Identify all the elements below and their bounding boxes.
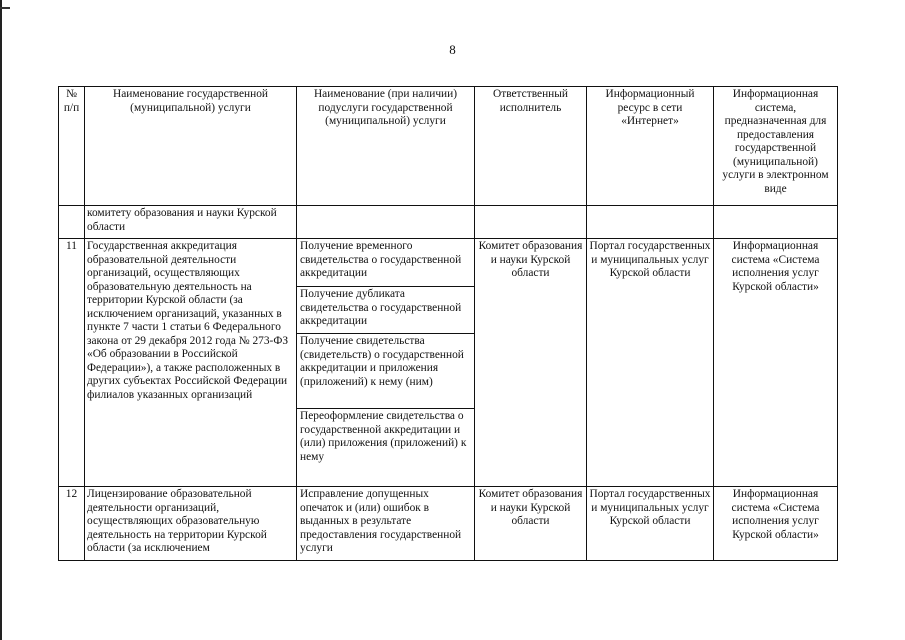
header-num: № п/п (59, 87, 85, 206)
header-internet-resource: Информационный ресурс в сети «Интернет» (587, 87, 714, 206)
table-row (59, 487, 838, 561)
table-header-row (59, 87, 838, 206)
cell-system: Информационная система «Система исполнения услуг Курской области» (714, 239, 838, 487)
cell-service: Лицензирование образовательной деятельности организаций, осуществляющих образовательную деятельность на территории Курской области (за исключением (85, 487, 297, 561)
subservice-item: Переоформление свидетельства о государственной аккредитации и (или) приложения (приложений) к нему (300, 410, 467, 463)
header-service-name: Наименование государственной (муниципальной) услуги (85, 87, 297, 206)
subservice-item: Получение свидетельства (свидетельств) о государственной аккредитации и приложения (приложений) к нему (ним) (297, 334, 474, 409)
cell-executor: Комитет образования и науки Курской области (475, 487, 587, 561)
cell-executor (475, 206, 587, 239)
cell-resource: Портал государственных и муниципальных услуг Курской области (587, 239, 714, 487)
cell-system (714, 206, 838, 239)
page-edge-line (0, 0, 2, 640)
cell-subservice (297, 206, 475, 239)
cell-system: Информационная система «Система исполнения услуг Курской области» (714, 487, 838, 561)
header-subservice-name: Наименование (при наличии) подуслуги государственной (муниципальной) услуги (297, 87, 475, 206)
header-executor: Ответственный исполнитель (475, 87, 587, 206)
cell-subservices (297, 487, 475, 561)
cell-num: 12 (59, 487, 85, 561)
cell-subservices (297, 239, 475, 487)
cell-resource: Портал государственных и муниципальных услуг Курской области (587, 487, 714, 561)
table-row-continuation (59, 206, 838, 239)
cell-executor: Комитет образования и науки Курской области (475, 239, 587, 487)
subservice-item: Получение дубликата свидетельства о государственной аккредитации (297, 287, 474, 334)
subservice-item: Получение временного свидетельства о государственной аккредитации (297, 239, 474, 287)
cell-num: 11 (59, 239, 85, 487)
cell-service: комитету образования и науки Курской области (85, 206, 297, 239)
header-info-system: Информационная система, предназначенная для предоставления государственной (муниципальной) услуги в электронном виде (714, 87, 838, 206)
cell-service: Государственная аккредитация образовательной деятельности организаций, осуществляющих образовательную деятельность на территории Курской области (за исключением организаций, указанных в пункте 7 части 1 статьи 6 Федерального закона от 29 декабря 2012 года № 273-ФЗ «Об образовании в Российской Федерации»), а также расположенных в других субъектах Российской Федерации филиалов указанных организаций (85, 239, 297, 487)
subservice-item: Исправление допущенных опечаток и (или) ошибок в выданных в результате предоставления государственной услуги (300, 488, 462, 554)
services-table (58, 86, 838, 561)
cell-num (59, 206, 85, 239)
cell-resource (587, 206, 714, 239)
table-row (59, 239, 838, 487)
corner-mark (0, 7, 10, 9)
page-number: 8 (449, 42, 456, 57)
